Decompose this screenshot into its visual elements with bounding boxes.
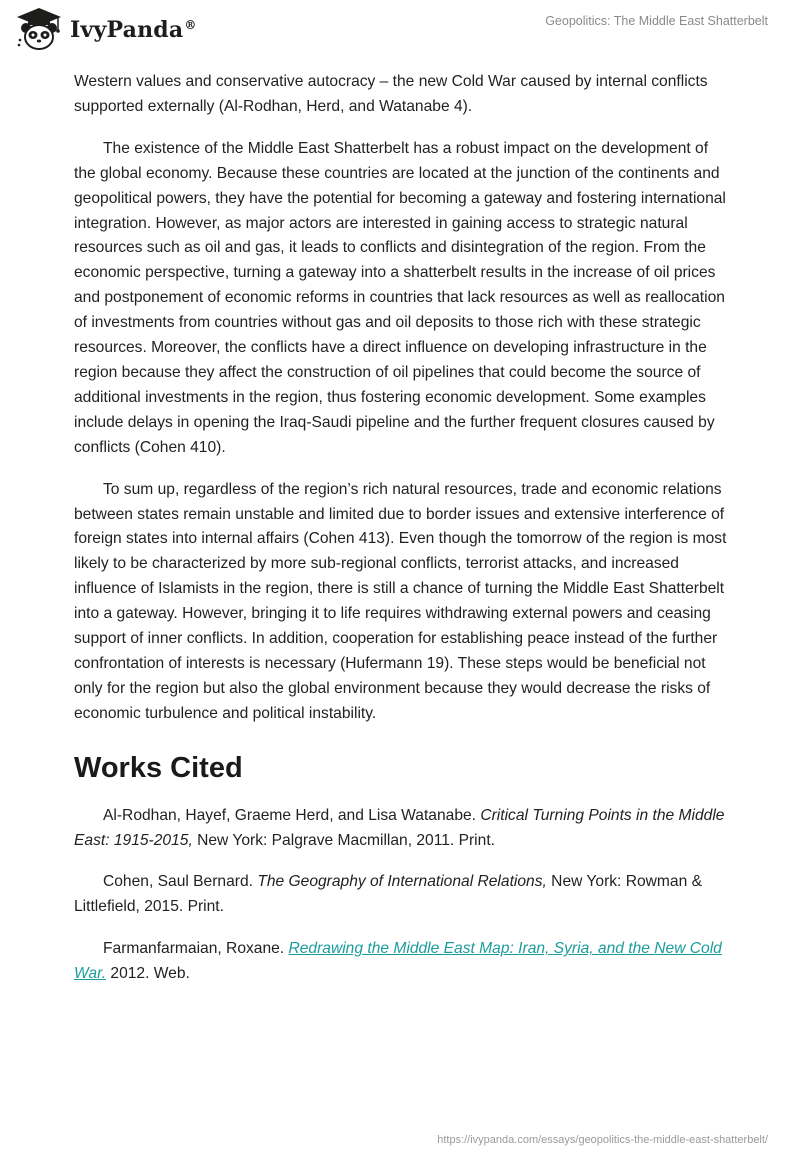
page-header	[0, 0, 800, 64]
ivypanda-logo[interactable]	[14, 6, 197, 54]
document-title: Geopolitics: The Middle East Shatterbelt	[545, 14, 768, 28]
logo-wordmark: IvyPanda®	[70, 17, 197, 43]
essay-content	[74, 70, 728, 1004]
citation-entry: Al-Rodhan, Hayef, Graeme Herd, and Lisa Watanabe. Critical Turning Points in the Middle East: 1915-2015, New York: Palgrave Macmillan, 2011. Print.	[74, 806, 725, 849]
citation-entry: Farmanfarmaian, Roxane. Redrawing the Middle East Map: Iran, Syria, and the New Cold War. 2012. Web.	[74, 940, 722, 983]
panda-graduate-icon	[14, 6, 64, 54]
works-cited-heading: Works Cited	[74, 751, 243, 784]
paragraph-continuation: Western values and conservative autocracy – the new Cold War caused by internal conflicts supported externally (Al-Rodhan, Herd, and Watanabe 4).	[74, 73, 708, 115]
citation-entry: Cohen, Saul Bernard. The Geography of International Relations, New York: Rowman & Littlefield, 2015. Print.	[74, 873, 702, 916]
citation-link[interactable]: Redrawing the Middle East Map: Iran, Syria, and the New Cold War.	[74, 940, 722, 983]
footer-url: https://ivypanda.com/essays/geopolitics-the-middle-east-shatterbelt/	[437, 1134, 768, 1146]
paragraph-economic-impact: The existence of the Middle East Shatterbelt has a robust impact on the development of the global economy. Because these countries are located at the junction of the continents and geopolitical powers, they have the potential for becoming a gateway and fostering international integration. However, as major actors are interested in gaining access to strategic natural resources such as oil and gas, it leads to conflicts and disintegration of the region. From the economic perspective, turning a gateway into a shatterbelt results in the increase of oil prices and postponement of economic reforms in countries that lack resources as well as reallocation of investments from countries without gas and oil deposits to those rich with these strategic resources. Moreover, the conflicts have a direct influence on developing infrastructure in the region because they affect the construction of oil pipelines that could become the source of additional investments in the region, thus fostering economic development. Some examples include delays in opening the Iraq-Saudi pipeline and the further frequent closures caused by conflicts (Cohen 410).	[74, 139, 726, 456]
paragraph-conclusion: To sum up, regardless of the region’s rich natural resources, trade and economic relations between states remain unstable and limited due to border issues and extensive interference of foreign states into internal affairs (Cohen 413). Even though the tomorrow of the region is most likely to be characterized by more sub-regional conflicts, terrorist attacks, and increased influence of Islamists in the region, there is still a chance of turning the Middle East Shatterbelt into a gateway. However, bringing it to life requires withdrawing external powers and ceasing support of inner conflicts. In addition, cooperation for establishing peace instead of the further confrontation of interests is necessary (Hufermann 19). These steps would be beneficial not only for the region but also the global environment because they would decrease the risks of economic turbulence and political instability.	[74, 480, 727, 722]
